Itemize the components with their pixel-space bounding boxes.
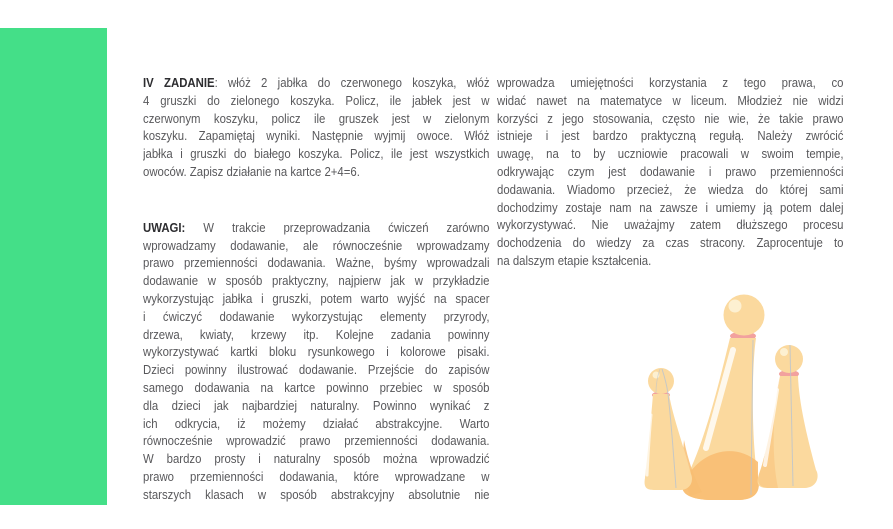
text-line: istnieje i jest bardzo praktyczną regułą. Należy zwrócić	[497, 128, 844, 144]
text-line: Dzieci powinny ilustrować dodawanie. Przejście do zapisów	[143, 362, 490, 378]
text-line: wprowadza umiejętności korzystania z tego prawa, co	[497, 75, 844, 90]
text-line: wykorzystywać. Nie uważajmy zatem dłuższego procesu	[497, 217, 844, 233]
text-line: widać nawet na matematyce w liceum. Młodzież nie widzi	[497, 92, 844, 108]
text-line: W bardzo prosty i naturalny sposób można wprowadzić	[143, 451, 490, 467]
text-line: owoców. Zapisz działanie na kartce 2+4=6.	[143, 163, 360, 179]
green-accent-bar	[0, 28, 107, 505]
text-line: na dalszym etapie kształcenia.	[497, 252, 652, 268]
text-line: wykorzystując jabłka i gruszki, potem warto wyjść na spacer	[143, 290, 490, 306]
text-line: IV ZADANIE: włóż 2 jabłka do czerwonego koszyka, włóż	[143, 75, 490, 90]
text-line: wprowadzamy dodawanie, ale równocześnie wprowadzamy	[143, 237, 490, 253]
text-line: uwagę, na to by uczniowie pracowali w swoim tempie,	[497, 146, 844, 162]
text-line: prawo przemienności dodawania. Ważne, byśmy wprowadzali	[143, 255, 490, 271]
paragraph-label: IV ZADANIE	[143, 75, 215, 90]
text-column-right	[497, 74, 844, 270]
text-line: starszych klasach w sposób abstrakcyjny absolutnie nie	[143, 486, 490, 502]
text-line: dla dzieci jak najbardziej naturalny. Powinno wynikać z	[143, 397, 490, 413]
text-line: jabłka i gruszki do białego koszyka. Policz, ile jest wszystkich	[143, 146, 490, 162]
text-line: ich odkrycia, iż możemy działać abstrakcyjne. Warto	[143, 415, 490, 431]
pawn-small-left	[645, 368, 692, 490]
text-line: prawo przemienności dodawania, które wprowadzane w	[143, 468, 490, 484]
text-line: koszyku. Zapamiętaj wyniki. Następnie wyjmij owoce. Włóż	[143, 128, 490, 144]
text-line: dochodzenia do wiedzy za czas stracony. Zaprocentuje to	[497, 235, 844, 251]
text-line: drzewa, kwiaty, krzewy itp. Kolejne zadania powinny	[143, 326, 490, 342]
text-line: 4 gruszki do zielonego koszyka. Policz, ile jabłek jest w	[143, 92, 490, 108]
text-line: samego dodawania na kartce powinno przebiec w sposób	[143, 379, 490, 395]
pawn-medium-right	[758, 345, 818, 488]
remarks-paragraph	[143, 219, 490, 504]
text-line: UWAGI: W trakcie przeprowadzania ćwiczeń zarówno	[143, 219, 490, 235]
text-line: wykorzystywać kartki bloku rysunkowego i kolorowe pisaki.	[143, 344, 490, 360]
text-line: czerwonym koszyku, policz ile gruszek jest w zielonym	[143, 110, 490, 126]
pawn-large	[682, 295, 764, 501]
text-line: równocześnie wprowadzić prawo przemienności dodawania.	[143, 433, 490, 449]
remarks-continued-paragraph	[497, 74, 844, 270]
text-line: korzyści z jego stosowania, często nie wie, że takie prawo	[497, 110, 844, 126]
text-line: i ćwiczyć dodawanie wykorzystując elementy przyrody,	[143, 308, 490, 324]
text-line: odkrywając czym jest dodawanie i prawo przemienności	[497, 163, 844, 179]
text-line: dochodzimy zostaje nam na zawsze i umiemy ją potem dalej	[497, 199, 844, 215]
paragraph-label: UWAGI:	[143, 219, 186, 235]
text-line: dodawania. Wiadomo przecież, że wiedza do której sami	[497, 181, 844, 197]
game-pawns-illustration	[600, 280, 890, 529]
text-column-left	[143, 74, 490, 504]
text-line: dodawanie w sposób praktyczny, najpierw jak w przykładzie	[143, 273, 490, 289]
task-paragraph	[143, 74, 490, 181]
